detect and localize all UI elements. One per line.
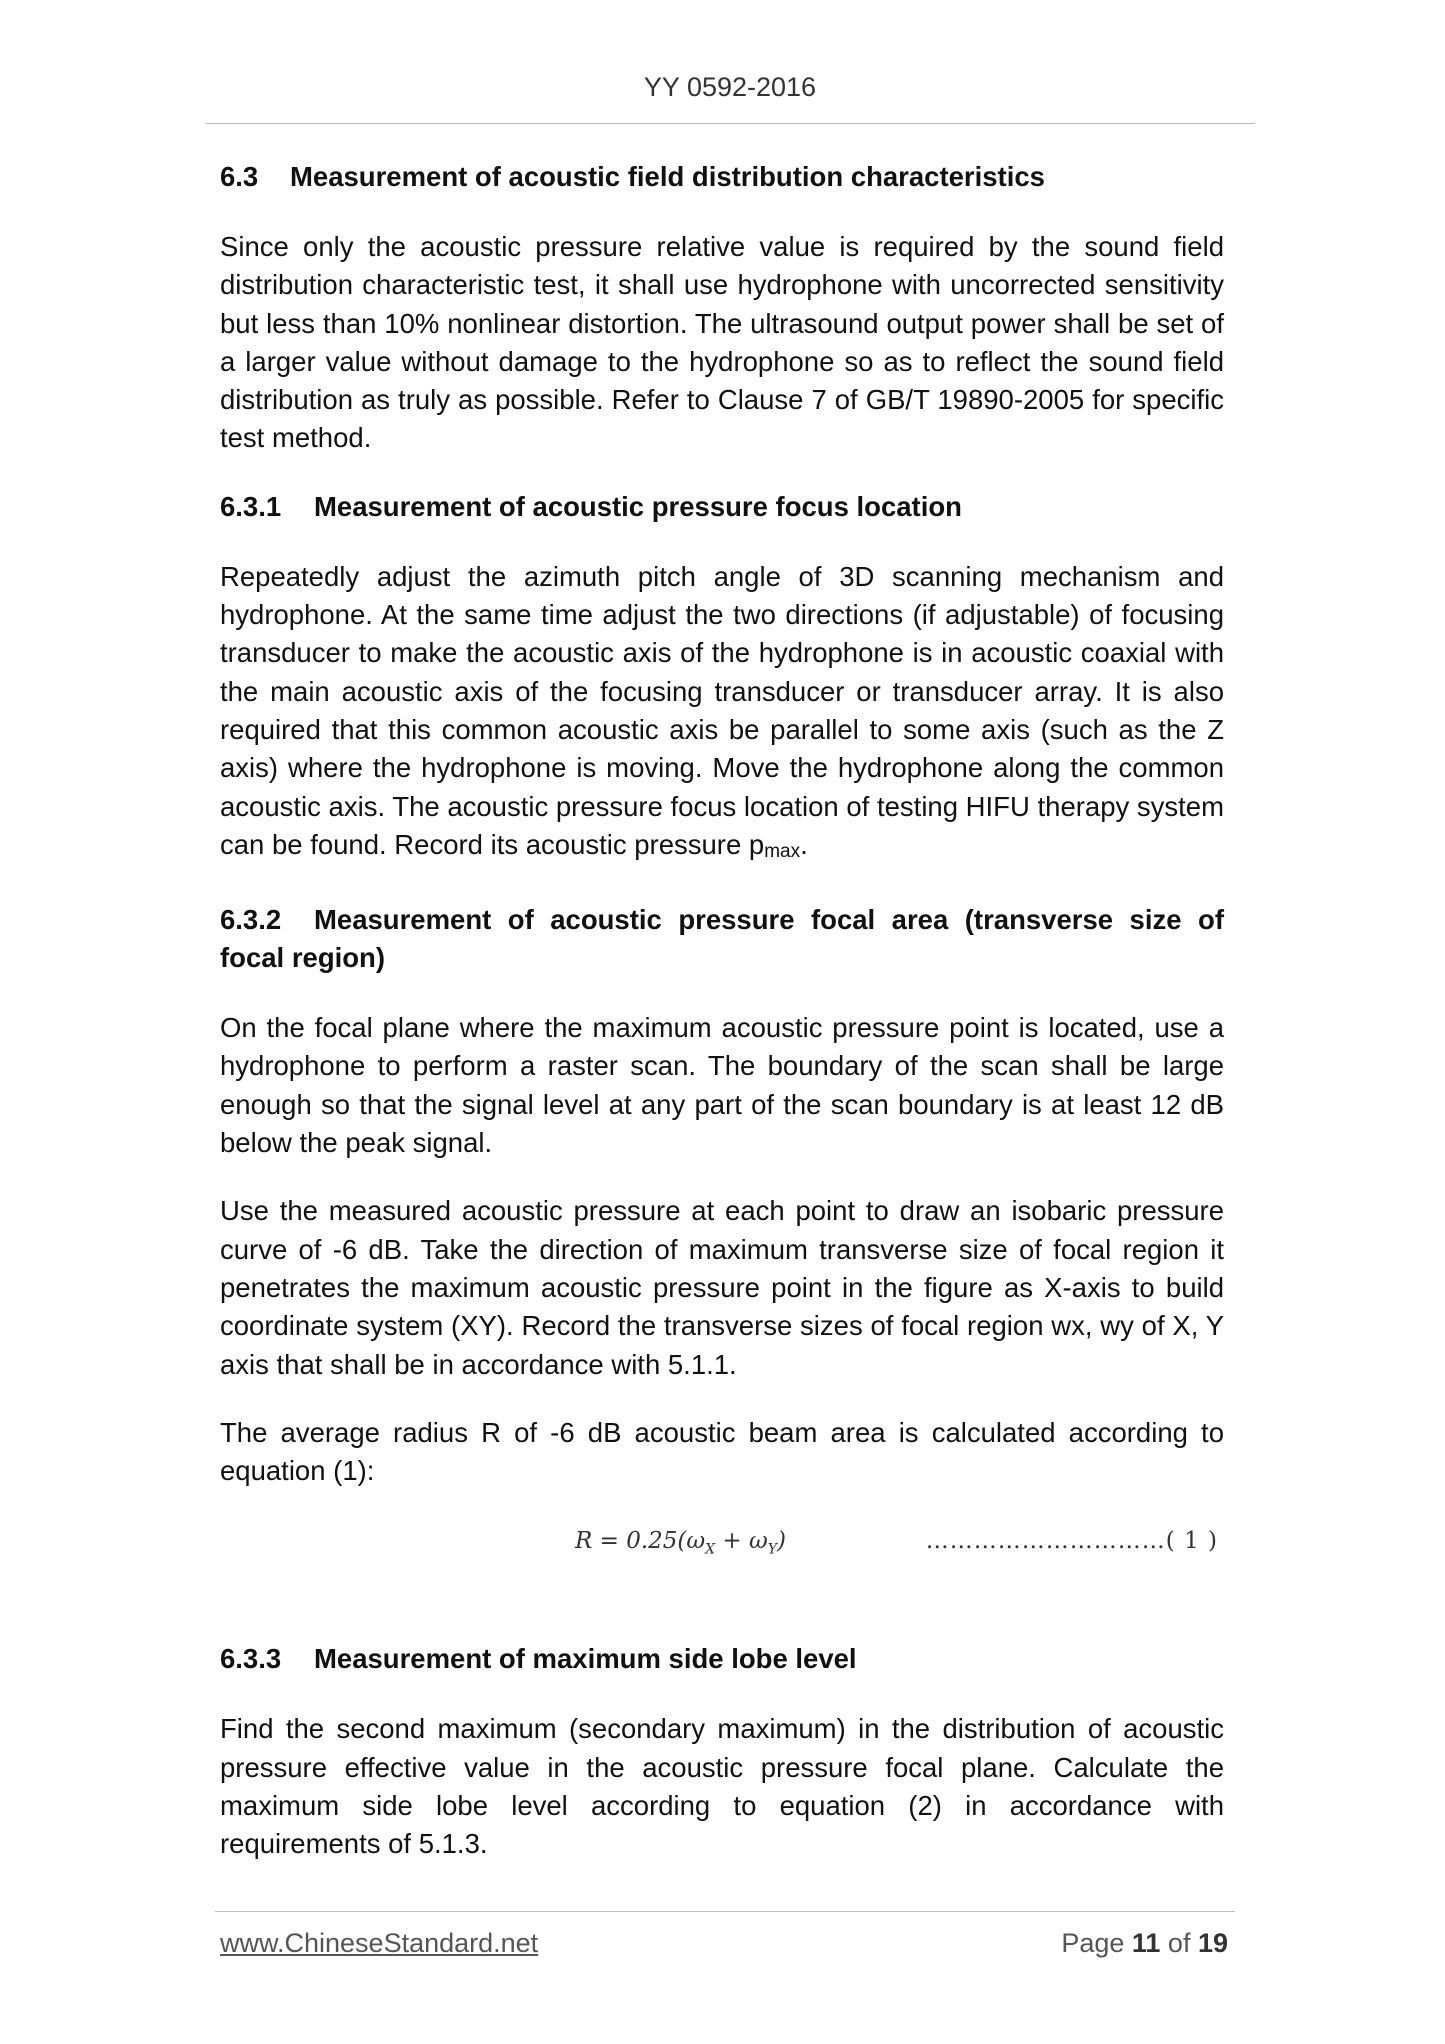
section-title: Measurement of acoustic pressure focus location	[314, 490, 962, 522]
section-number: 6.3.1	[220, 490, 282, 522]
page-content	[220, 158, 1224, 1894]
equation-number: …………………………( 1 )	[925, 1528, 1218, 1555]
equation-1	[220, 1518, 1224, 1578]
section-6-3-paragraph: Since only the acoustic pressure relative value is required by the sound field distribution characteristic test, it shall use hydrophone with uncorrected sensitivity but less than 10% nonlinear distortion. The ultrasound output power shall be set of a larger value without damage to the hydrophone so as to reflect the sound field distribution as truly as possible. Refer to Clause 7 of GB/T 19890-2005 for specific test method.	[220, 231, 1224, 454]
section-6-3-2-paragraph-3: The average radius R of -6 dB acoustic beam area is calculated according to equation (1):	[220, 1416, 1224, 1487]
website-link[interactable]: www.ChineseStandard.net	[220, 1928, 539, 1958]
section-6-3-3-paragraph: Find the second maximum (secondary maximum) in the distribution of acoustic pressure effective value in the acoustic pressure focal plane. Calculate the maximum side lobe level according to equation (2) in accordance with requirements of 5.1.3.	[220, 1713, 1224, 1860]
section-6-3-2-paragraph-2: Use the measured acoustic pressure at each point to draw an isobaric pressure curve of -6 dB. Take the direction of maximum transverse size of focal region it penetrates the maximum acoustic pressure point in the figure as X-axis to build coordinate system (XY). Record the transverse sizes of focal region wx, wy of X, Y axis that shall be in accordance with 5.1.1.	[220, 1195, 1224, 1380]
paragraph-text: Repeatedly adjust the azimuth pitch angle of 3D scanning mechanism and hydrophone. At the same time adjust the two directions (if adjustable) of focusing transducer to make the acoustic axis of the hydrophone is in acoustic coaxial with the main acoustic axis of the focusing transducer or transducer array. It is also required that this common acoustic axis be parallel to some axis (such as the Z axis) where the hydrophone is moving. Move the hydrophone along the common acoustic axis. The acoustic pressure focus location of testing HIFU therapy system can be found. Record its acoustic pressure p	[220, 560, 1224, 860]
section-title: Measurement of acoustic pressure focal area (transverse size of focal region)	[220, 904, 1224, 974]
total-pages: 19	[1197, 1928, 1228, 1958]
document-id-header: YY 0592-2016	[643, 72, 817, 102]
current-page: 11	[1131, 1928, 1161, 1958]
header-divider	[205, 123, 1255, 124]
section-6-3-heading	[220, 158, 1224, 196]
section-title: Measurement of maximum side lobe level	[314, 1643, 857, 1675]
section-number: 6.3	[220, 161, 259, 192]
equation-formula: $R = 0.25(\omega_X + \omega_Y)$	[575, 1528, 787, 1559]
section-6-3-1-paragraph	[220, 558, 1224, 871]
section-number: 6.3.3	[220, 1643, 282, 1675]
page-number: Page 11 of 19	[1061, 1928, 1228, 1958]
section-number: 6.3.2	[220, 904, 282, 936]
section-6-3-2-heading	[220, 901, 1224, 977]
section-6-3-1-heading	[220, 488, 1224, 526]
section-title: Measurement of acoustic field distribution characteristics	[290, 161, 1045, 192]
section-6-3-3-heading	[220, 1640, 1224, 1678]
footer-divider	[215, 1911, 1235, 1912]
pmax-subscript: max	[764, 840, 801, 862]
section-6-3-2-paragraph-1: On the focal plane where the maximum acoustic pressure point is located, use a hydrophone to perform a raster scan. The boundary of the scan shall be large enough so that the signal level at any part of the scan boundary is at least 12 dB below the peak signal.	[220, 1012, 1224, 1159]
paragraph-end: .	[800, 828, 808, 860]
